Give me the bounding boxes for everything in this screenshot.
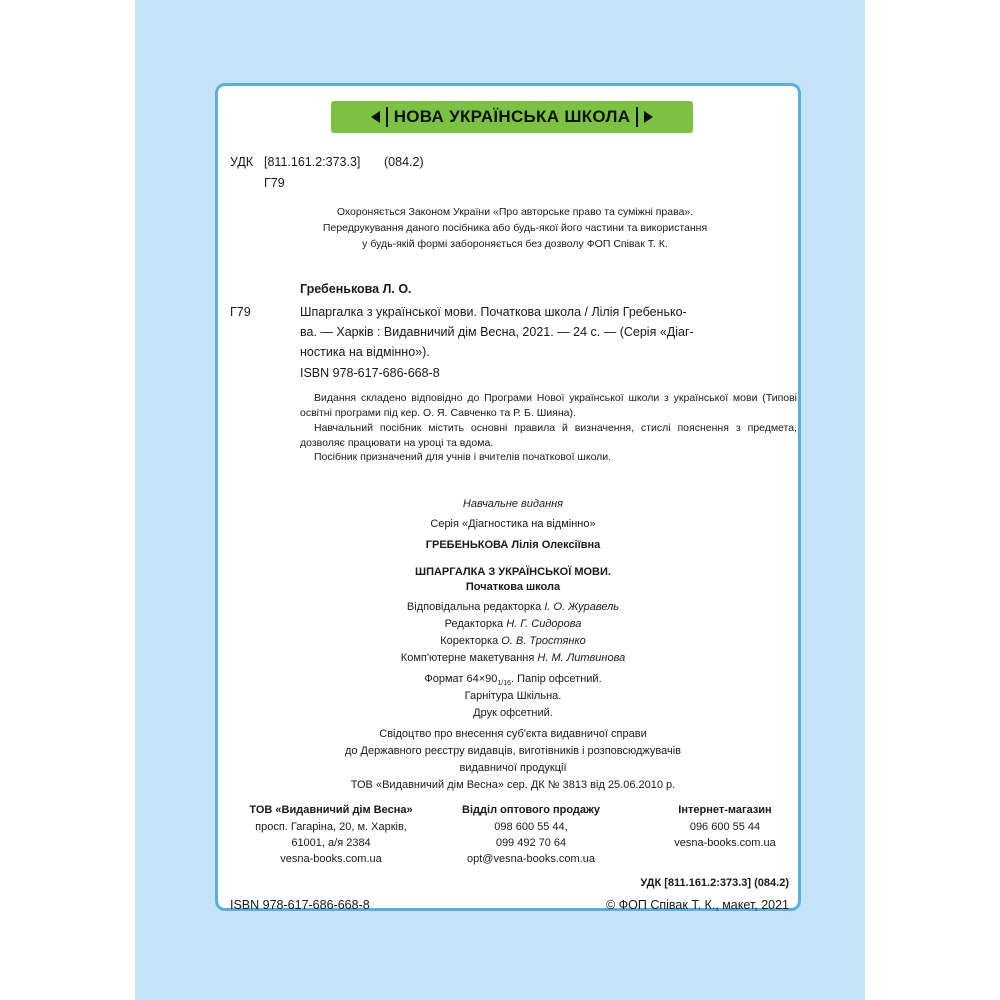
footer-udk: УДК [811.161.2:373.3] (084.2) xyxy=(640,877,789,889)
staff-name: Н. Г. Сидорова xyxy=(506,618,582,630)
publisher-address: просп. Гагаріна, 20, м. Харків, xyxy=(255,821,407,833)
book-title: ШПАРГАЛКА З УКРАЇНСЬКОЇ МОВИ. xyxy=(415,566,611,578)
catalog-line: ва. — Харків : Видавничий дім Весна, 2021. — 24 с. — (Серія «Діаг- xyxy=(300,325,694,339)
print-line: Друк офсетний. xyxy=(473,707,553,719)
wholesale-email[interactable]: opt@vesna-books.com.ua xyxy=(467,853,595,865)
publisher-site[interactable]: vesna-books.com.ua xyxy=(280,853,382,865)
udk-index: Г79 xyxy=(264,176,285,190)
edition-type: Навчальне видання xyxy=(462,498,564,510)
wholesale-phone[interactable]: 099 492 70 64 xyxy=(495,837,567,849)
staff-line xyxy=(440,635,586,647)
certificate-line: Свідоцтво про внесення суб'єкта видавничої справи xyxy=(379,728,647,740)
format-fraction: 1/16 xyxy=(497,680,512,688)
copyright-notice-line: Охороняється Законом України «Про авторське право та суміжні права». xyxy=(336,206,694,218)
banner-title: НОВА УКРАЇНСЬКА ШКОЛА xyxy=(393,107,631,126)
staff-name: О. В. Тростянко xyxy=(501,635,586,647)
publisher-name: ТОВ «Видавничий дім Весна» xyxy=(249,804,413,816)
catalog-line: ностика на відмінно»). xyxy=(300,345,430,359)
staff-name: І. О. Журавель xyxy=(544,601,620,613)
staff-role: Відповідальна редакторка xyxy=(406,601,542,613)
staff-role: Комп'ютерне макетування xyxy=(400,652,535,664)
annotation-paragraph: Посібник призначений для учнів і вчителів початкової школи. xyxy=(314,451,612,463)
footer-copyright: © ФОП Співак Т. К., макет, 2021 xyxy=(605,898,789,912)
annotation-paragraph: Навчальний посібник містить основні правила й визначення, стислі пояснення з предмета, дозволяє працювати на уроці та вдома. xyxy=(300,422,797,449)
catalog-line: Шпаргалка з української мови. Початкова школа / Лілія Гребенько- xyxy=(300,305,687,319)
udk-label: УДК xyxy=(230,155,254,169)
annotation-paragraph: Видання складено відповідно до Програми Нової української школи з української мови (Типові освітні програми під кер. О. Я. Савченко та Р. Б. Шияна). xyxy=(300,392,797,419)
staff-name: Н. М. Литвинова xyxy=(537,652,626,664)
footer-isbn: ISBN 978-617-686-668-8 xyxy=(230,898,370,912)
staff-line xyxy=(401,652,625,664)
staff-line xyxy=(445,618,582,630)
wholesale-phone[interactable]: 098 600 55 44, xyxy=(494,821,568,833)
certificate-line: ТОВ «Видавничий дім Весна» сер. ДК № 3813 від 25.06.2010 р. xyxy=(350,779,676,791)
bar-divider-icon xyxy=(636,107,638,127)
series-banner xyxy=(331,101,693,133)
catalog-index: Г79 xyxy=(230,305,251,319)
arrow-left-icon xyxy=(371,111,380,123)
bar-divider-icon xyxy=(386,107,388,127)
publisher-address: 61001, а/я 2384 xyxy=(291,837,371,849)
staff-role: Редакторка xyxy=(444,618,504,630)
certificate-line: видавничої продукції xyxy=(459,762,567,774)
series-name: Серія «Діагностика на відмінно» xyxy=(430,518,596,530)
shop-phone[interactable]: 096 600 55 44 xyxy=(689,821,761,833)
catalog-author: Гребенькова Л. О. xyxy=(300,282,412,296)
wholesale-title: Відділ оптового продажу xyxy=(462,804,600,816)
shop-site[interactable]: vesna-books.com.ua xyxy=(674,837,776,849)
shop-title: Інтернет-магазин xyxy=(678,804,772,816)
copyright-notice-line: Передрукування даного посібника або будь-якої його частини та використання xyxy=(322,222,708,234)
certificate-line: до Державного реєстру видавців, виготівників і розповсюджувачів xyxy=(344,745,682,757)
staff-line xyxy=(407,601,619,613)
book-imprint-page xyxy=(215,83,801,911)
format-paper: . Папір офсетний. xyxy=(511,673,602,685)
staff-role: Коректорка xyxy=(440,635,499,647)
arrow-right-icon xyxy=(644,111,653,123)
book-subtitle: Початкова школа xyxy=(465,581,561,593)
udk-code-2: (084.2) xyxy=(384,155,424,169)
catalog-isbn: ISBN 978-617-686-668-8 xyxy=(300,366,440,380)
format-line xyxy=(424,673,601,687)
typeface-line: Гарнітура Шкільна. xyxy=(464,690,562,702)
udk-code: [811.161.2:373.3] xyxy=(264,155,361,169)
copyright-notice-line: у будь-якій формі забороняється без дозволу ФОП Співак Т. К. xyxy=(362,238,668,250)
author-full-name: ГРЕБЕНЬКОВА Лілія Олексіївна xyxy=(425,539,601,551)
format-text: Формат 64×90 xyxy=(424,673,498,685)
